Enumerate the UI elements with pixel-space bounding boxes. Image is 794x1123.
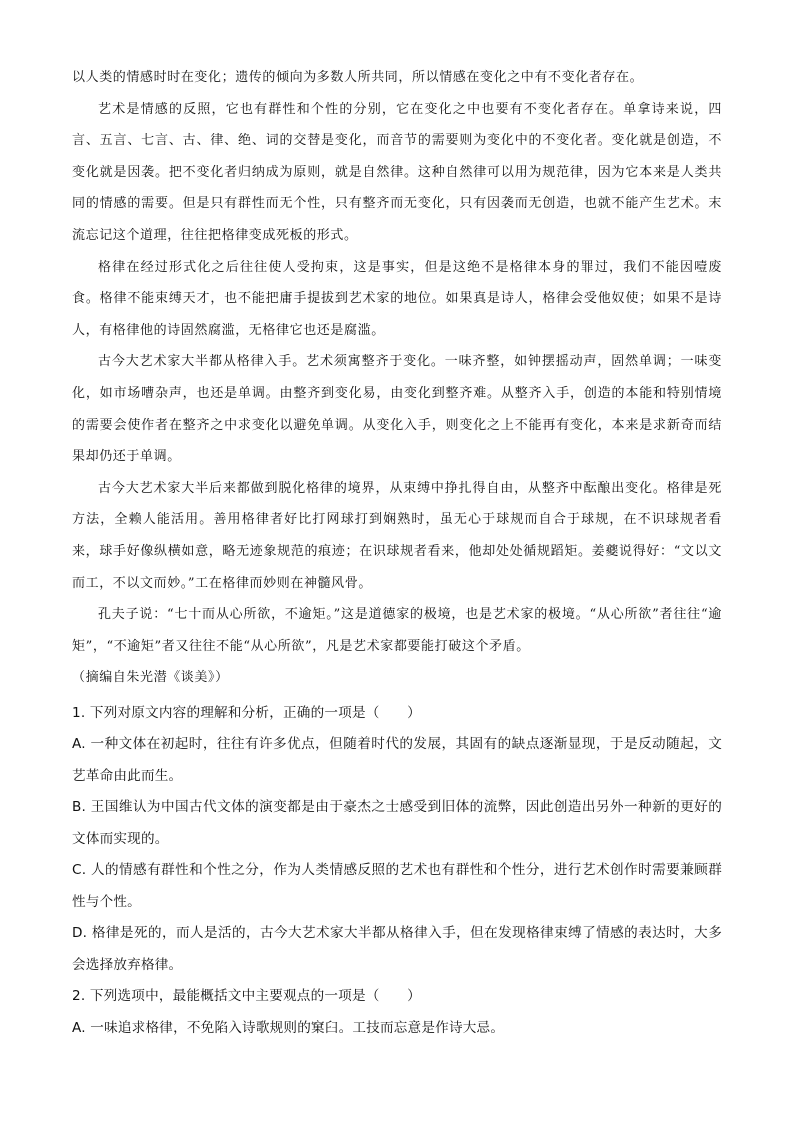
passage-source: （摘编自朱光潜《谈美》） <box>72 670 229 686</box>
passage-paragraph: 孔夫子说：“七十而从心所欲，不逾矩。”这是道德家的极境，也是艺术家的极境。“从心所欲”者往往“逾矩”，“不逾矩”者又往往不能“从心所欲”，凡是艺术家都要能打破这个矛盾。 <box>72 607 722 654</box>
document-page <box>72 62 722 1044</box>
passage-paragraph: 古今大艺术家大半后来都做到脱化格律的境界，从束缚中挣扎得自由，从整齐中酝酿出变化。格律是死方法，全赖人能活用。善用格律者好比打网球打到娴熟时，虽无心于球规而自合于球规，在不识球规者看来，球手好像纵横如意，略无迹象规范的痕迹；在识球规者看来，他却处处循规蹈矩。姜夔说得好：“文以文而工，不以文而妙。”工在格律而妙则在神髓风骨。 <box>72 480 722 591</box>
question-stem: 2. 下列选项中，最能概括文中主要观点的一项是（ ） <box>72 988 421 1005</box>
passage-paragraph: 格律在经过形式化之后往往使人受拘束，这是事实，但是这绝不是格律本身的罪过，我们不能因噎废食。格律不能束缚天才，也不能把庸手提拔到艺术家的地位。如果真是诗人，格律会受他奴使；如果不是诗人，有格律他的诗固然腐滥，无格律它也还是腐滥。 <box>72 259 722 338</box>
passage-paragraph: 艺术是情感的反照，它也有群性和个性的分别，它在变化之中也要有不变化者存在。单拿诗来说，四言、五言、七言、古、律、绝、词的交替是变化，而音节的需要则为变化中的不变化者。变化就是创造，不变化就是因袭。把不变化者归纳成为原则，就是自然律。这种自然律可以用为规范律，因为它本来是人类共同的情感的需要。但是只有群性而无个性，只有整齐而无变化，只有因袭而无创造，也就不能产生艺术。末流忘记这个道理，往往把格律变成死板的形式。 <box>72 101 722 243</box>
answer-option-c: C. 人的情感有群性和个性之分，作为人类情感反照的艺术也有群性和个性分，进行艺术创作时需要兼顾群性与个性。 <box>72 862 722 910</box>
answer-option-a: A. 一味追求格律，不免陷入诗歌规则的窠臼。工技而忘意是作诗大忌。 <box>72 1019 505 1036</box>
answer-option-d: D. 格律是死的，而人是活的，古今大艺术家大半都从格律入手，但在发现格律束缚了情感的表达时，大多会选择放弃格律。 <box>72 925 722 973</box>
question-1 <box>72 698 722 982</box>
reading-passage <box>72 62 722 694</box>
question-2 <box>72 981 722 1044</box>
question-stem: 1. 下列对原文内容的理解和分析，正确的一项是（ ） <box>72 704 421 721</box>
answer-option-a: A. 一种文体在初起时，往往有许多优点，但随着时代的发展，其固有的缺点逐渐显现，于是反动随起，文艺革命由此而生。 <box>72 736 722 784</box>
passage-paragraph: 古今大艺术家大半都从格律入手。艺术须寓整齐于变化。一味齐整，如钟摆摇动声，固然单调；一味变化，如市场嘈杂声，也还是单调。由整齐到变化易，由变化到整齐难。从整齐入手，创造的本能和特别情境的需要会使作者在整齐之中求变化以避免单调。从变化入手，则变化之上不能再有变化，本来是求新奇而结果却仍还于单调。 <box>72 354 722 465</box>
question-section <box>72 698 722 1045</box>
answer-option-b: B. 王国维认为中国古代文体的演变都是由于豪杰之士感受到旧体的流弊，因此创造出另外一种新的更好的文体而实现的。 <box>72 799 722 847</box>
passage-paragraph-continued: 以人类的情感时时在变化；遗传的倾向为多数人所共同，所以情感在变化之中有不变化者存在。 <box>72 70 644 85</box>
